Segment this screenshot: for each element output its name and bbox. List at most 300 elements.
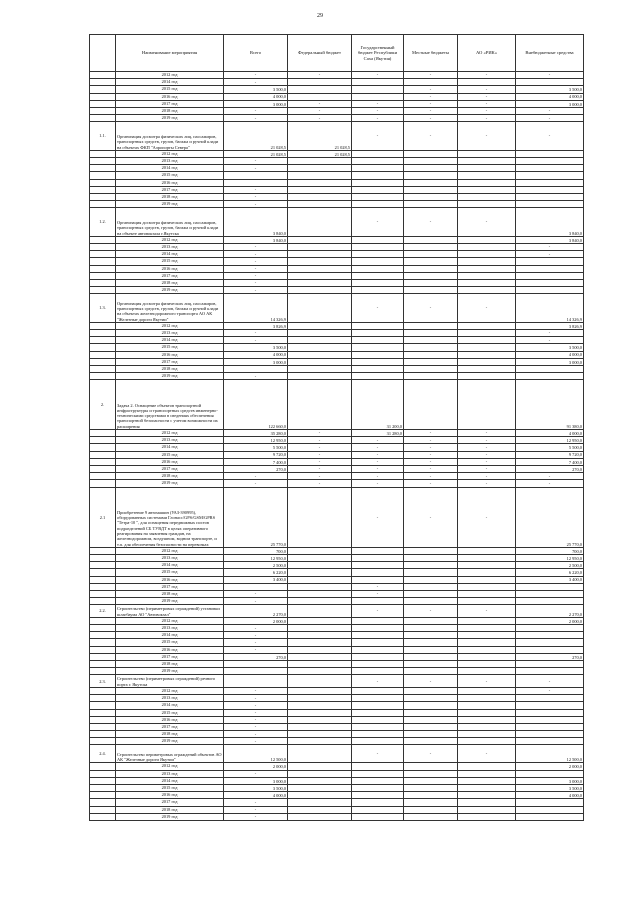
row-number xyxy=(90,583,116,590)
year-label: 2019 год xyxy=(116,201,224,208)
table-row xyxy=(90,351,584,358)
table-row xyxy=(90,709,584,716)
table-row xyxy=(90,653,584,660)
row-number xyxy=(90,358,116,365)
row-number xyxy=(90,709,116,716)
cell-local: - xyxy=(404,487,458,547)
cell-local: - xyxy=(404,107,458,114)
cell-extrabudget: 3 840,0 xyxy=(516,236,584,243)
cell-federal xyxy=(288,236,352,243)
cell-extrabudget: 3 400,0 xyxy=(516,576,584,583)
cell-total: 12 950,0 xyxy=(224,437,288,444)
table-row xyxy=(90,158,584,165)
cell-republic xyxy=(352,86,404,93)
row-number: 2.1 xyxy=(90,487,116,547)
year-label: 2012 год xyxy=(116,430,224,437)
cell-rik: - xyxy=(458,72,516,79)
cell-rik xyxy=(458,590,516,597)
cell-extrabudget: 3 000,0 xyxy=(516,777,584,784)
cell-total: - xyxy=(224,806,288,813)
cell-rik xyxy=(458,799,516,806)
row-number xyxy=(90,437,116,444)
cell-extrabudget: 14 326,9 xyxy=(516,294,584,323)
cell-federal xyxy=(288,617,352,624)
cell-republic xyxy=(352,806,404,813)
year-label: 2014 год xyxy=(116,702,224,709)
cell-republic xyxy=(352,576,404,583)
year-label: 2019 год xyxy=(116,287,224,294)
cell-local: - xyxy=(404,444,458,451)
cell-federal: - xyxy=(288,480,352,487)
year-label: 2016 год xyxy=(116,716,224,723)
activity-name: Приобретение 9 автомашин (УАЗ-390995), оборудованных системами Глонасс/GPS/GSM/GPRS "Тетра-10 ", для оснащения передвижных постов подразделений СБ ТУВДТ в целях оперативного реагирования на заявления граждан, на железнодорожном, воздушном, водном транспорте, и т.п. для обеспечения безопасности на перевозках xyxy=(116,487,224,547)
cell-republic xyxy=(352,186,404,193)
cell-total: - xyxy=(224,738,288,745)
year-label: 2014 год xyxy=(116,79,224,86)
cell-total: - xyxy=(224,709,288,716)
table-row xyxy=(90,625,584,632)
year-label: 2015 год xyxy=(116,451,224,458)
row-number xyxy=(90,695,116,702)
table-row xyxy=(90,723,584,730)
cell-extrabudget xyxy=(516,695,584,702)
cell-extrabudget: 3 000,0 xyxy=(516,358,584,365)
row-number xyxy=(90,172,116,179)
cell-federal xyxy=(288,208,352,237)
table-row xyxy=(90,79,584,86)
cell-total: 2 000,0 xyxy=(224,617,288,624)
cell-federal xyxy=(288,639,352,646)
cell-extrabudget xyxy=(516,731,584,738)
cell-republic: - xyxy=(352,444,404,451)
cell-republic xyxy=(352,646,404,653)
cell-local xyxy=(404,792,458,799)
cell-federal xyxy=(288,695,352,702)
cell-rik xyxy=(458,554,516,561)
cell-republic: - xyxy=(352,100,404,107)
cell-republic xyxy=(352,813,404,820)
cell-extrabudget: - xyxy=(516,675,584,688)
cell-rik xyxy=(458,625,516,632)
cell-federal xyxy=(288,702,352,709)
cell-rik xyxy=(458,79,516,86)
cell-federal: - xyxy=(288,437,352,444)
cell-extrabudget xyxy=(516,709,584,716)
cell-extrabudget: 12 950,0 xyxy=(516,554,584,561)
cell-local: - xyxy=(404,72,458,79)
cell-local xyxy=(404,365,458,372)
row-number xyxy=(90,193,116,200)
cell-rik xyxy=(458,723,516,730)
row-number xyxy=(90,813,116,820)
row-number xyxy=(90,287,116,294)
year-label: 2014 год xyxy=(116,251,224,258)
cell-total: 4 000,0 xyxy=(224,792,288,799)
cell-republic xyxy=(352,625,404,632)
row-number xyxy=(90,576,116,583)
row-number xyxy=(90,72,116,79)
cell-total: 3 000,0 xyxy=(224,100,288,107)
cell-total: - xyxy=(224,723,288,730)
cell-local xyxy=(404,668,458,675)
cell-federal xyxy=(288,344,352,351)
table-row xyxy=(90,365,584,372)
row-number xyxy=(90,186,116,193)
table-row xyxy=(90,480,584,487)
cell-local xyxy=(404,625,458,632)
table-row xyxy=(90,806,584,813)
cell-republic: - xyxy=(352,107,404,114)
cell-local xyxy=(404,653,458,660)
cell-total: - xyxy=(224,330,288,337)
cell-federal xyxy=(288,792,352,799)
cell-extrabudget xyxy=(516,799,584,806)
cell-republic xyxy=(352,351,404,358)
cell-rik xyxy=(458,265,516,272)
table-row xyxy=(90,344,584,351)
cell-local xyxy=(404,165,458,172)
cell-extrabudget: 3 826,9 xyxy=(516,322,584,329)
cell-extrabudget: 3 840,0 xyxy=(516,208,584,237)
cell-federal xyxy=(288,287,352,294)
cell-republic xyxy=(352,799,404,806)
cell-local xyxy=(404,322,458,329)
row-number xyxy=(90,100,116,107)
cell-rik xyxy=(458,201,516,208)
row-number xyxy=(90,244,116,251)
cell-total: 9 720,0 xyxy=(224,451,288,458)
cell-total: 5 500,0 xyxy=(224,444,288,451)
cell-federal xyxy=(288,158,352,165)
year-label: 2014 год xyxy=(116,777,224,784)
cell-federal: - xyxy=(288,100,352,107)
cell-rik xyxy=(458,165,516,172)
cell-extrabudget: - xyxy=(516,251,584,258)
header-local: Местные бюджеты xyxy=(404,35,458,72)
page-number: 29 xyxy=(317,13,323,19)
cell-local xyxy=(404,770,458,777)
cell-total: 122 660,0 xyxy=(224,380,288,430)
table-row xyxy=(90,330,584,337)
table-row xyxy=(90,337,584,344)
cell-total: - xyxy=(224,279,288,286)
cell-total: 2 000,0 xyxy=(224,763,288,770)
cell-local xyxy=(404,777,458,784)
activity-name: Организация досмотра физических лиц, пассажиров, транспортных средств, грузов, багажа и ручной клади на объекте автовокзала г.Якутска xyxy=(116,208,224,237)
cell-federal xyxy=(288,813,352,820)
cell-rik xyxy=(458,632,516,639)
cell-federal xyxy=(288,709,352,716)
cell-local xyxy=(404,201,458,208)
row-number xyxy=(90,723,116,730)
table-row xyxy=(90,605,584,618)
cell-extrabudget xyxy=(516,287,584,294)
cell-local: - xyxy=(404,86,458,93)
cell-republic xyxy=(352,193,404,200)
year-label: 2013 год xyxy=(116,695,224,702)
row-number: 1.2. xyxy=(90,208,116,237)
table-row xyxy=(90,745,584,763)
cell-total xyxy=(224,675,288,688)
cell-republic xyxy=(352,258,404,265)
cell-total: - xyxy=(224,201,288,208)
table-row xyxy=(90,639,584,646)
cell-total: - xyxy=(224,373,288,380)
row-number: 2.4. xyxy=(90,745,116,763)
row-number xyxy=(90,93,116,100)
row-number xyxy=(90,632,116,639)
cell-republic: - xyxy=(352,487,404,547)
cell-total: 3 840,0 xyxy=(224,208,288,237)
year-label: 2017 год xyxy=(116,653,224,660)
cell-rik: - xyxy=(458,115,516,122)
cell-federal xyxy=(288,193,352,200)
table-row xyxy=(90,487,584,547)
cell-total: - xyxy=(224,79,288,86)
cell-local xyxy=(404,380,458,430)
cell-federal xyxy=(288,653,352,660)
year-label: 2019 год xyxy=(116,813,224,820)
cell-federal xyxy=(288,777,352,784)
cell-total: - xyxy=(224,813,288,820)
funding-table xyxy=(89,34,584,821)
row-number xyxy=(90,590,116,597)
header-number xyxy=(90,35,116,72)
table-row xyxy=(90,272,584,279)
cell-federal xyxy=(288,605,352,618)
table-row xyxy=(90,770,584,777)
cell-federal xyxy=(288,763,352,770)
row-number xyxy=(90,554,116,561)
row-number xyxy=(90,653,116,660)
cell-republic xyxy=(352,201,404,208)
cell-federal: - xyxy=(288,107,352,114)
activity-name: Организация досмотра физических лиц, пассажиров, транспортных средств, грузов, багажа и ручной клади на объектах железнодорожного транспорта АО АК "Железные дороги Якутии" xyxy=(116,294,224,323)
cell-republic xyxy=(352,562,404,569)
cell-total: - xyxy=(224,625,288,632)
cell-extrabudget: 4 000,0 xyxy=(516,792,584,799)
cell-republic xyxy=(352,723,404,730)
cell-local: - xyxy=(404,430,458,437)
cell-total: 7 400,0 xyxy=(224,458,288,465)
activity-name: Организация досмотра физических лиц, пассажиров, транспортных средств, грузов, багажа и ручной клади на объектах ФКП "Аэропорты Севера" xyxy=(116,122,224,151)
year-label: 2012 год xyxy=(116,617,224,624)
cell-total: - xyxy=(224,265,288,272)
cell-federal xyxy=(288,294,352,323)
cell-local: - xyxy=(404,93,458,100)
cell-rik xyxy=(458,709,516,716)
year-label: 2012 год xyxy=(116,687,224,694)
cell-federal xyxy=(288,723,352,730)
table-row xyxy=(90,646,584,653)
row-number xyxy=(90,473,116,480)
cell-rik xyxy=(458,193,516,200)
cell-republic: - xyxy=(352,458,404,465)
table-row xyxy=(90,258,584,265)
cell-republic xyxy=(352,165,404,172)
cell-rik xyxy=(458,337,516,344)
cell-federal xyxy=(288,590,352,597)
cell-rik xyxy=(458,702,516,709)
table-row xyxy=(90,702,584,709)
cell-rik: - xyxy=(458,437,516,444)
cell-federal xyxy=(288,79,352,86)
cell-rik xyxy=(458,186,516,193)
cell-local: - xyxy=(404,458,458,465)
cell-republic: 31 200,0 xyxy=(352,380,404,430)
cell-rik: - xyxy=(458,458,516,465)
cell-total: 3 000,0 xyxy=(224,358,288,365)
cell-rik xyxy=(458,244,516,251)
year-label: 2012 год xyxy=(116,150,224,157)
header-activity: Наименование мероприятия xyxy=(116,35,224,72)
year-label: 2016 год xyxy=(116,792,224,799)
year-label: 2015 год xyxy=(116,86,224,93)
year-label: 2016 год xyxy=(116,646,224,653)
year-label: 2015 год xyxy=(116,172,224,179)
year-label: 2014 год xyxy=(116,632,224,639)
row-number xyxy=(90,365,116,372)
row-number xyxy=(90,770,116,777)
row-number xyxy=(90,731,116,738)
cell-republic xyxy=(352,784,404,791)
cell-local xyxy=(404,172,458,179)
cell-extrabudget: 3 500,0 xyxy=(516,86,584,93)
cell-federal xyxy=(288,806,352,813)
cell-total: - xyxy=(224,186,288,193)
table-row xyxy=(90,236,584,243)
cell-extrabudget xyxy=(516,165,584,172)
year-label: 2013 год xyxy=(116,158,224,165)
table-row xyxy=(90,172,584,179)
cell-extrabudget xyxy=(516,583,584,590)
cell-total: 3 000,0 xyxy=(224,777,288,784)
year-label: 2013 год xyxy=(116,625,224,632)
cell-total: - xyxy=(224,590,288,597)
cell-rik xyxy=(458,258,516,265)
cell-local xyxy=(404,598,458,605)
table-row xyxy=(90,287,584,294)
header-extrabudget: Внебюджетные средства xyxy=(516,35,584,72)
cell-local: - xyxy=(404,745,458,763)
cell-extrabudget xyxy=(516,79,584,86)
cell-extrabudget: 7 400,0 xyxy=(516,458,584,465)
cell-total: 700,0 xyxy=(224,547,288,554)
cell-rik xyxy=(458,806,516,813)
cell-local xyxy=(404,258,458,265)
cell-rik xyxy=(458,330,516,337)
cell-local: - xyxy=(404,451,458,458)
cell-rik xyxy=(458,179,516,186)
cell-extrabudget xyxy=(516,661,584,668)
year-label: 2017 год xyxy=(116,799,224,806)
cell-extrabudget xyxy=(516,598,584,605)
cell-federal: - xyxy=(288,473,352,480)
cell-local xyxy=(404,738,458,745)
cell-federal xyxy=(288,172,352,179)
cell-total xyxy=(224,583,288,590)
cell-rik xyxy=(458,716,516,723)
year-label: 2012 год xyxy=(116,763,224,770)
cell-local: - xyxy=(404,122,458,151)
cell-extrabudget: - xyxy=(516,122,584,151)
row-number xyxy=(90,458,116,465)
cell-local xyxy=(404,373,458,380)
cell-local xyxy=(404,279,458,286)
table-row xyxy=(90,244,584,251)
cell-local xyxy=(404,193,458,200)
cell-total: - xyxy=(224,337,288,344)
cell-total: 3 400,0 xyxy=(224,576,288,583)
table-row xyxy=(90,122,584,151)
table-row xyxy=(90,201,584,208)
cell-rik: - xyxy=(458,675,516,688)
cell-republic xyxy=(352,287,404,294)
table-row xyxy=(90,763,584,770)
cell-local: - xyxy=(404,465,458,472)
cell-republic xyxy=(352,709,404,716)
table-row xyxy=(90,583,584,590)
cell-extrabudget: - xyxy=(516,480,584,487)
cell-rik xyxy=(458,358,516,365)
cell-rik: - xyxy=(458,605,516,618)
cell-federal xyxy=(288,661,352,668)
year-label: 2017 год xyxy=(116,465,224,472)
cell-total xyxy=(224,661,288,668)
cell-republic: - xyxy=(352,480,404,487)
cell-local xyxy=(404,661,458,668)
cell-local xyxy=(404,646,458,653)
activity-name: Строительство (периметровых ограждений) установки шлагбаума АО "Автовокзал" xyxy=(116,605,224,618)
cell-local xyxy=(404,358,458,365)
year-label: 2016 год xyxy=(116,179,224,186)
row-number xyxy=(90,763,116,770)
table-row xyxy=(90,473,584,480)
cell-extrabudget xyxy=(516,590,584,597)
row-number xyxy=(90,158,116,165)
cell-federal: - xyxy=(288,115,352,122)
cell-total: - xyxy=(224,770,288,777)
cell-extrabudget xyxy=(516,625,584,632)
cell-republic xyxy=(352,244,404,251)
cell-local: - xyxy=(404,480,458,487)
table-row xyxy=(90,358,584,365)
cell-rik xyxy=(458,576,516,583)
table-row xyxy=(90,668,584,675)
year-label: 2012 год xyxy=(116,236,224,243)
year-label: 2015 год xyxy=(116,709,224,716)
cell-rik xyxy=(458,351,516,358)
cell-rik: - xyxy=(458,294,516,323)
row-number xyxy=(90,272,116,279)
cell-local xyxy=(404,799,458,806)
year-label: 2018 год xyxy=(116,473,224,480)
year-label: 2018 год xyxy=(116,661,224,668)
cell-extrabudget xyxy=(516,272,584,279)
year-label: 2013 год xyxy=(116,244,224,251)
cell-extrabudget: 6 220,0 xyxy=(516,569,584,576)
row-number xyxy=(90,251,116,258)
year-label: 2015 год xyxy=(116,344,224,351)
table-row xyxy=(90,598,584,605)
year-label: 2013 год xyxy=(116,330,224,337)
cell-total: - xyxy=(224,258,288,265)
cell-rik xyxy=(458,562,516,569)
cell-republic xyxy=(352,322,404,329)
cell-local xyxy=(404,695,458,702)
cell-republic: 31 280,0 xyxy=(352,430,404,437)
table-row xyxy=(90,617,584,624)
